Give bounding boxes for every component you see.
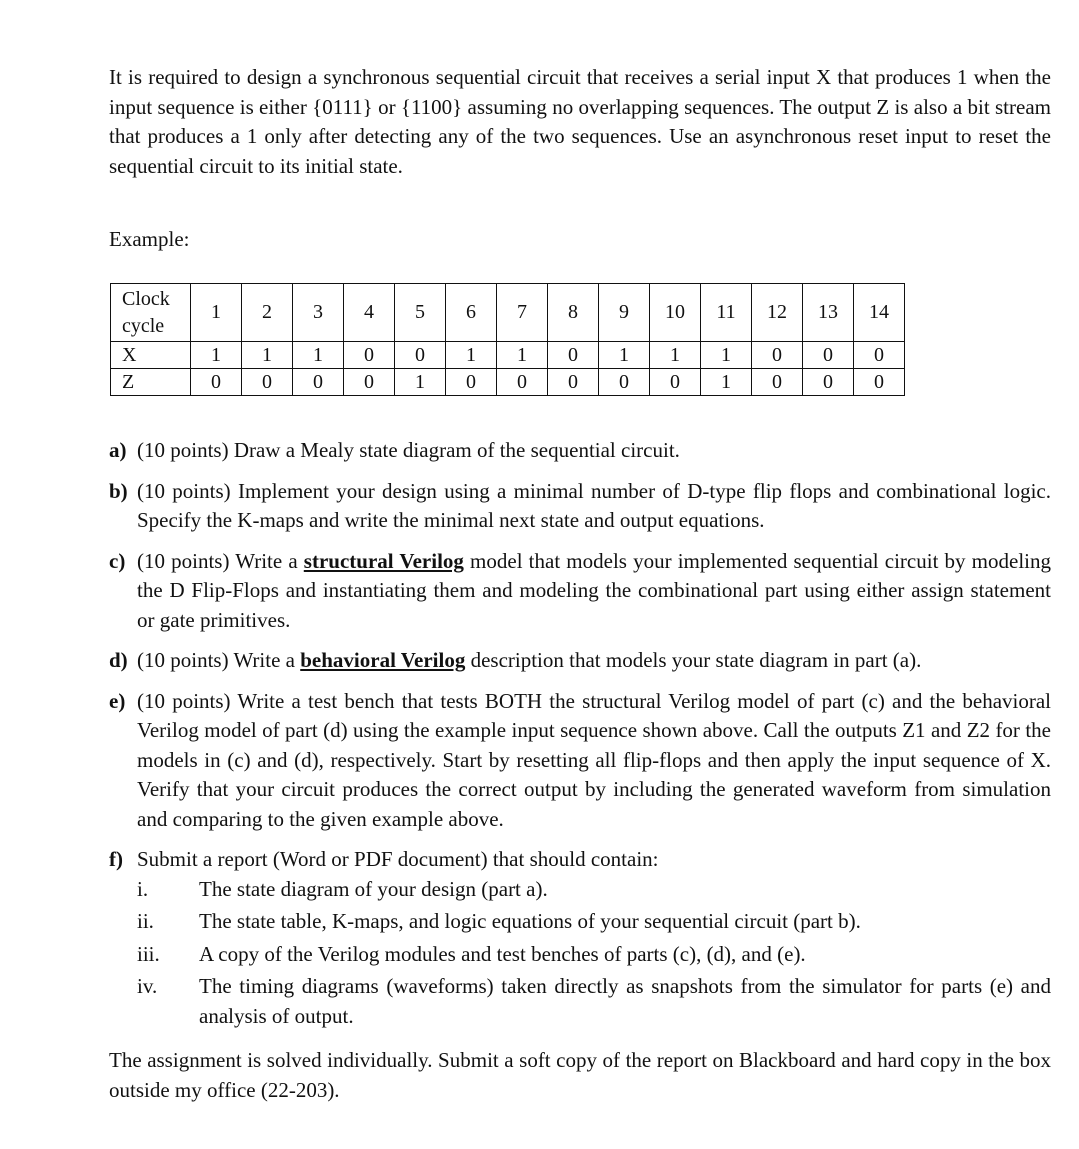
cycle-cell: 3	[293, 284, 344, 342]
example-label: Example:	[109, 227, 190, 251]
report-item-number: i.	[137, 876, 149, 901]
x-value-cell: 1	[650, 342, 701, 369]
part-b	[109, 477, 1051, 536]
report-item-number: ii.	[137, 909, 154, 933]
z-output-row	[111, 369, 905, 396]
cycle-cell: 14	[854, 284, 905, 342]
report-item-text: The state diagram of your design (part a).	[199, 876, 548, 901]
cycle-cell: 12	[752, 284, 803, 342]
clock-cycle-label: Clock cycle	[111, 284, 191, 342]
submission-note: The assignment is solved individually. Submit a soft copy of the report on Blackboard and hard copy in the box outside my office (22-203).	[109, 1048, 1051, 1102]
cycle-cell: 2	[242, 284, 293, 342]
z-value-cell: 0	[344, 369, 395, 396]
z-value-cell: 0	[242, 369, 293, 396]
cycle-cell: 13	[803, 284, 854, 342]
part-c	[109, 547, 1051, 636]
z-value-cell: 0	[293, 369, 344, 396]
z-value-cell: 0	[497, 369, 548, 396]
x-input-row	[111, 342, 905, 369]
cycle-cell: 5	[395, 284, 446, 342]
report-item-text: A copy of the Verilog modules and test benches of parts (c), (d), and (e).	[199, 941, 806, 966]
part-e	[109, 687, 1051, 835]
z-value-cell: 0	[446, 369, 497, 396]
x-value-cell: 0	[803, 342, 854, 369]
part-a-text: (10 points) Draw a Mealy state diagram of the sequential circuit.	[137, 438, 680, 462]
part-d-letter: d)	[109, 648, 128, 672]
cycle-cell: 11	[701, 284, 752, 342]
x-value-cell: 1	[701, 342, 752, 369]
x-value-cell: 0	[344, 342, 395, 369]
part-c-text-after: model that models your implemented sequential circuit by modeling the D Flip-Flops and instantiating them and modeling the combinational part using either assign statement or gate primitives.	[137, 548, 1052, 632]
x-value-cell: 1	[446, 342, 497, 369]
report-item	[137, 875, 1051, 905]
cycle-cell: 8	[548, 284, 599, 342]
z-value-cell: 0	[803, 369, 854, 396]
part-f-letter: f)	[109, 847, 123, 871]
part-b-letter: b)	[109, 478, 128, 503]
part-a	[109, 436, 1051, 466]
part-d-emphasis: behavioral Verilog	[300, 648, 466, 672]
part-e-letter: e)	[109, 688, 126, 713]
part-a-letter: a)	[109, 438, 127, 462]
x-value-cell: 0	[395, 342, 446, 369]
report-item-number: iii.	[137, 941, 160, 966]
part-b-text: (10 points) Implement your design using a minimal number of D-type flip flops and combinational logic. Specify the K-maps and write the minimal next state and output equations.	[137, 478, 1051, 532]
x-value-cell: 1	[497, 342, 548, 369]
part-c-text-before: (10 points) Write a	[137, 548, 298, 573]
x-value-cell: 1	[599, 342, 650, 369]
cycle-cell: 4	[344, 284, 395, 342]
z-value-cell: 0	[854, 369, 905, 396]
x-value-cell: 0	[752, 342, 803, 369]
cycle-cell: 1	[191, 284, 242, 342]
x-value-cell: 1	[293, 342, 344, 369]
part-e-text: (10 points) Write a test bench that tests BOTH the structural Verilog model of part (c) and the behavioral Verilog model of part (d) using the example input sequence shown above. Call the outputs Z1 and Z2 for the models in (c) and (d), respectively. Start by resetting all flip-flops and then apply the input sequence of X. Verify that your circuit produces the correct output by including the generated waveform from simulation and comparing to the given example above.	[137, 688, 1051, 831]
z-value-cell: 0	[752, 369, 803, 396]
report-item	[137, 907, 1051, 937]
part-c-letter: c)	[109, 548, 126, 573]
report-item-number: iv.	[137, 974, 158, 998]
cycle-cell: 10	[650, 284, 701, 342]
z-row-label: Z	[111, 369, 191, 396]
report-contents-list	[137, 875, 1051, 1032]
x-value-cell: 1	[191, 342, 242, 369]
report-item	[137, 972, 1051, 1031]
part-d-text-after: description that models your state diagram in part (a).	[470, 648, 922, 672]
problem-statement: It is required to design a synchronous sequential circuit that receives a serial input X that produces 1 when the input sequence is either {0111} or {1100} assuming no overlapping sequences. The output Z is also a bit stream that produces a 1 only after detecting any of the two sequences. Use an asynchronous reset input to reset the sequential circuit to its initial state.	[109, 65, 1051, 178]
cycle-cell: 7	[497, 284, 548, 342]
part-d-text-before: (10 points) Write a	[137, 648, 295, 672]
task-list	[109, 436, 1051, 1034]
report-item-text: The state table, K-maps, and logic equations of your sequential circuit (part b).	[199, 909, 861, 933]
report-item-text: The timing diagrams (waveforms) taken directly as snapshots from the simulator for parts (e) and analysis of output.	[199, 974, 1051, 1028]
x-value-cell: 0	[548, 342, 599, 369]
z-value-cell: 0	[191, 369, 242, 396]
report-item	[137, 940, 1051, 970]
cycle-cell: 6	[446, 284, 497, 342]
part-d	[109, 646, 1051, 676]
cycle-cell: 9	[599, 284, 650, 342]
z-value-cell: 1	[701, 369, 752, 396]
z-value-cell: 0	[650, 369, 701, 396]
clock-cycle-row	[111, 284, 905, 342]
example-table	[110, 283, 905, 396]
x-row-label: X	[111, 342, 191, 369]
z-value-cell: 0	[599, 369, 650, 396]
part-c-emphasis: structural Verilog	[303, 548, 464, 573]
z-value-cell: 0	[548, 369, 599, 396]
x-value-cell: 0	[854, 342, 905, 369]
z-value-cell: 1	[395, 369, 446, 396]
part-f-text: Submit a report (Word or PDF document) that should contain:	[137, 847, 659, 871]
part-f	[109, 845, 1051, 875]
x-value-cell: 1	[242, 342, 293, 369]
